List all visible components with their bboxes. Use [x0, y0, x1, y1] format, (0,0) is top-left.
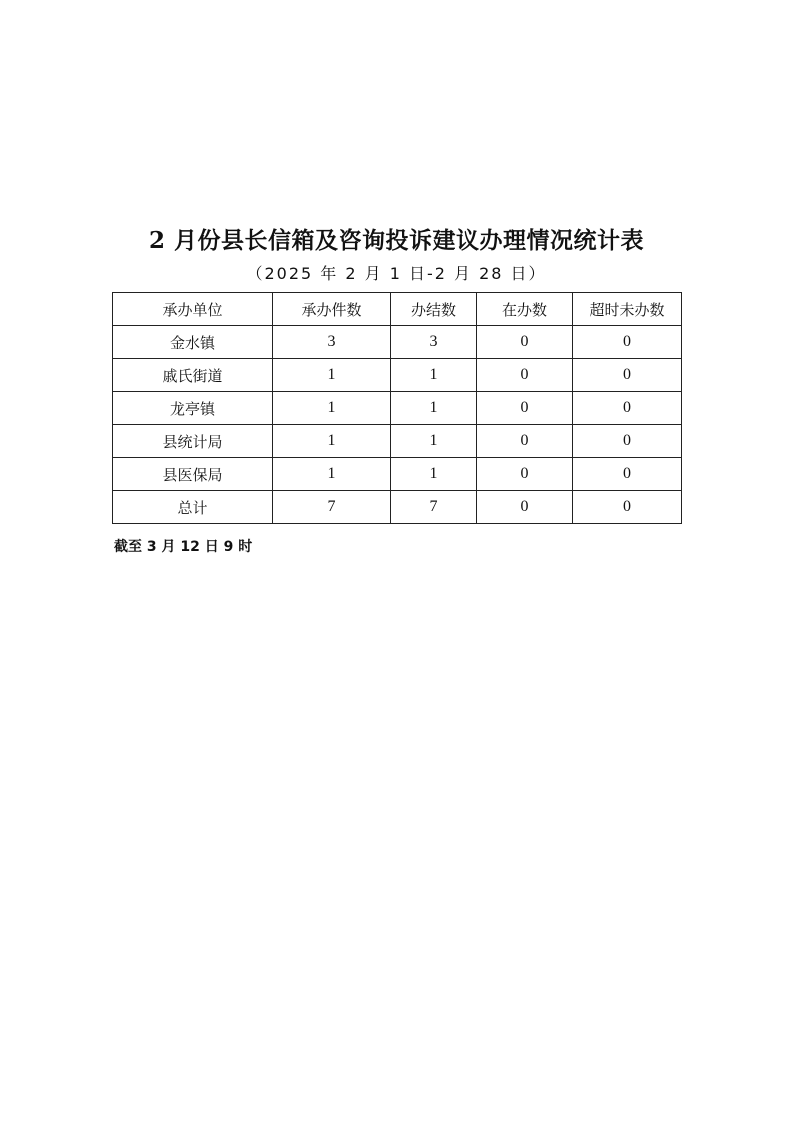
overdue-count-cell: 0 [573, 392, 682, 425]
overdue-count-cell: 0 [573, 425, 682, 458]
assigned-count-cell: 1 [273, 425, 391, 458]
table-row [113, 458, 682, 491]
header-completed-count: 办结数 [391, 293, 477, 326]
header-assigned-count: 承办件数 [273, 293, 391, 326]
completed-count-cell: 1 [391, 458, 477, 491]
overdue-count-cell: 0 [573, 458, 682, 491]
total-label-cell: 总计 [113, 491, 273, 524]
unit-name-cell: 金水镇 [113, 326, 273, 359]
unit-name-cell: 龙亭镇 [113, 392, 273, 425]
table-row [113, 326, 682, 359]
total-assigned-cell: 7 [273, 491, 391, 524]
completed-count-cell: 1 [391, 359, 477, 392]
completed-count-cell: 1 [391, 425, 477, 458]
table-row [113, 425, 682, 458]
date-range-subtitle: （2025 年 2 月 1 日-2 月 28 日） [246, 264, 547, 283]
overdue-count-cell: 0 [573, 359, 682, 392]
header-handling-unit: 承办单位 [113, 293, 273, 326]
table-header-row [113, 293, 682, 326]
total-overdue-cell: 0 [573, 491, 682, 524]
table-row [113, 359, 682, 392]
cutoff-time-note: 截至 3 月 12 日 9 时 [114, 539, 253, 555]
total-row [113, 491, 682, 524]
table-row [113, 392, 682, 425]
unit-name-cell: 县医保局 [113, 458, 273, 491]
assigned-count-cell: 1 [273, 458, 391, 491]
unit-name-cell: 戚氏街道 [113, 359, 273, 392]
total-in-progress-cell: 0 [477, 491, 573, 524]
in-progress-count-cell: 0 [477, 359, 573, 392]
in-progress-count-cell: 0 [477, 326, 573, 359]
overdue-count-cell: 0 [573, 326, 682, 359]
in-progress-count-cell: 0 [477, 458, 573, 491]
assigned-count-cell: 1 [273, 359, 391, 392]
completed-count-cell: 3 [391, 326, 477, 359]
unit-name-cell: 县统计局 [113, 425, 273, 458]
header-overdue-count: 超时未办数 [573, 293, 682, 326]
in-progress-count-cell: 0 [477, 392, 573, 425]
assigned-count-cell: 3 [273, 326, 391, 359]
document-title: 2 月份县长信箱及咨询投诉建议办理情况统计表 [148, 227, 644, 254]
in-progress-count-cell: 0 [477, 425, 573, 458]
assigned-count-cell: 1 [273, 392, 391, 425]
total-completed-cell: 7 [391, 491, 477, 524]
statistics-table [112, 292, 682, 524]
completed-count-cell: 1 [391, 392, 477, 425]
header-in-progress-count: 在办数 [477, 293, 573, 326]
